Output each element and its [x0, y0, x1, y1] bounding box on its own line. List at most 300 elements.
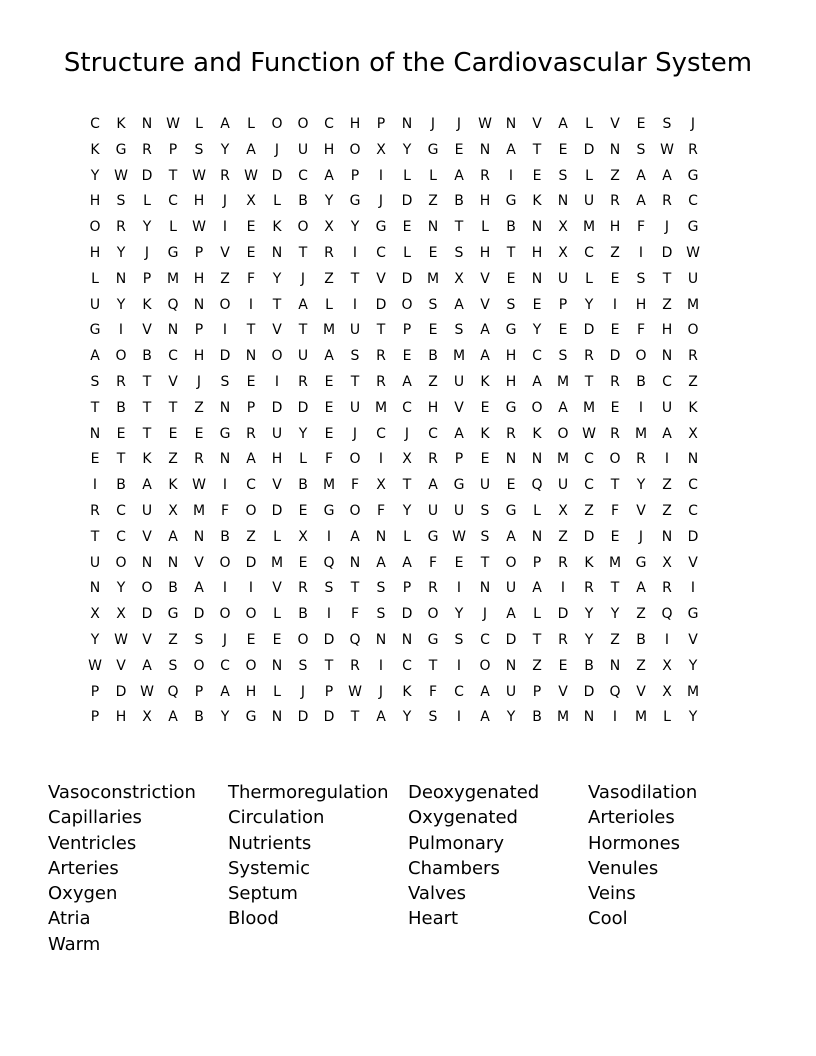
grid-letter: J — [378, 683, 384, 700]
grid-letter: B — [116, 399, 126, 416]
grid-letter: D — [583, 528, 595, 545]
grid-letter: V — [272, 580, 282, 597]
grid-letter: J — [222, 631, 228, 648]
grid-letter: O — [297, 631, 309, 648]
grid-letter: S — [168, 657, 178, 674]
grid-letter: Y — [142, 219, 152, 236]
grid-letter: L — [273, 528, 281, 545]
grid-row — [82, 344, 736, 370]
grid-letter: L — [169, 219, 177, 236]
grid-letter: T — [142, 373, 152, 390]
grid-letter: B — [142, 348, 152, 365]
grid-letter: A — [168, 709, 178, 726]
grid-letter: H — [479, 244, 491, 261]
grid-letter: I — [248, 296, 254, 313]
grid-letter: M — [322, 477, 336, 494]
grid-letter: N — [531, 270, 543, 287]
grid-letter: J — [690, 116, 696, 132]
grid-letter: Y — [688, 657, 698, 674]
grid-letter: K — [272, 219, 282, 236]
grid-letter: T — [610, 477, 620, 494]
grid-letter: I — [378, 167, 384, 184]
grid-letter: N — [401, 631, 413, 648]
grid-letter: L — [273, 606, 281, 623]
grid-letter: X — [454, 270, 464, 287]
grid-letter: M — [166, 270, 180, 287]
grid-letter: J — [456, 116, 462, 132]
grid-letter: T — [402, 477, 412, 494]
grid-letter: X — [298, 528, 308, 545]
grid-letter: L — [195, 116, 203, 132]
grid-row — [82, 602, 736, 628]
grid-letter: Z — [428, 373, 438, 390]
grid-letter: Q — [531, 477, 543, 494]
grid-letter: L — [247, 116, 255, 132]
grid-letter: A — [324, 348, 334, 365]
grid-letter: U — [427, 502, 439, 519]
grid-letter: L — [403, 244, 411, 261]
grid-letter: W — [348, 683, 362, 700]
grid-letter: J — [352, 425, 358, 442]
grid-letter: Z — [636, 606, 646, 623]
word-column — [48, 780, 228, 957]
grid-letter: N — [141, 554, 153, 571]
grid-letter: E — [610, 528, 620, 545]
grid-letter: X — [402, 451, 412, 468]
grid-letter: P — [90, 683, 100, 700]
grid-letter: C — [168, 193, 178, 210]
grid-letter: M — [686, 296, 700, 313]
grid-row — [82, 138, 736, 164]
grid-letter: E — [324, 425, 334, 442]
grid-row — [82, 318, 736, 344]
grid-letter: L — [273, 683, 281, 700]
grid-letter: L — [299, 451, 307, 468]
grid-letter: K — [142, 296, 152, 313]
grid-letter: E — [636, 116, 646, 132]
grid-letter: O — [479, 657, 491, 674]
grid-letter: P — [168, 141, 178, 158]
grid-letter: P — [324, 683, 334, 700]
grid-letter: W — [140, 683, 154, 700]
grid-letter: M — [322, 322, 336, 339]
grid-row — [82, 576, 736, 602]
grid-letter: J — [482, 606, 488, 623]
grid-letter: A — [194, 580, 204, 597]
word-list-item: Vasodilation — [588, 782, 698, 803]
grid-letter: N — [375, 631, 387, 648]
word-list-item: Blood — [228, 908, 279, 930]
grid-letter: S — [454, 244, 464, 261]
grid-letter: S — [636, 270, 646, 287]
grid-letter: K — [402, 683, 412, 700]
grid-letter: N — [505, 657, 517, 674]
grid-letter: Z — [324, 270, 334, 287]
grid-letter: E — [298, 502, 308, 519]
grid-letter: S — [376, 580, 386, 597]
grid-letter: Z — [662, 477, 672, 494]
grid-letter: M — [270, 554, 284, 571]
grid-letter: A — [506, 528, 516, 545]
grid-letter: N — [427, 219, 439, 236]
grid-letter: X — [116, 606, 126, 623]
grid-letter: H — [427, 399, 439, 416]
grid-letter: U — [505, 580, 517, 597]
grid-letter: E — [454, 141, 464, 158]
grid-letter: N — [245, 348, 257, 365]
grid-letter: I — [690, 580, 696, 597]
grid-letter: E — [324, 373, 334, 390]
grid-letter: P — [194, 244, 204, 261]
grid-letter: E — [272, 631, 282, 648]
grid-letter: C — [324, 116, 334, 132]
grid-letter: W — [114, 167, 128, 184]
grid-letter: X — [688, 425, 698, 442]
grid-letter: Y — [350, 219, 360, 236]
grid-letter: V — [636, 683, 646, 700]
grid-letter: J — [378, 193, 384, 210]
grid-letter: V — [142, 631, 152, 648]
grid-letter: E — [558, 657, 568, 674]
grid-letter: M — [426, 270, 440, 287]
grid-letter: H — [323, 141, 335, 158]
grid-letter: Y — [116, 244, 126, 261]
grid-letter: A — [220, 116, 230, 132]
grid-letter: P — [454, 451, 464, 468]
grid-letter: G — [453, 477, 465, 494]
grid-row — [82, 499, 736, 525]
grid-letter: Y — [688, 709, 698, 726]
word-list-item: Nutrients — [228, 832, 312, 854]
grid-letter: U — [141, 502, 153, 519]
grid-letter: L — [585, 270, 593, 287]
grid-letter: Z — [636, 657, 646, 674]
grid-letter: R — [636, 451, 646, 468]
grid-letter: H — [635, 296, 647, 313]
grid-letter: M — [634, 709, 648, 726]
grid-letter: D — [245, 554, 257, 571]
grid-letter: T — [610, 580, 620, 597]
grid-letter: W — [582, 425, 596, 442]
grid-letter: I — [92, 477, 98, 494]
grid-row — [82, 370, 736, 396]
grid-letter: I — [378, 657, 384, 674]
grid-letter: V — [142, 528, 152, 545]
grid-letter: T — [324, 657, 334, 674]
grid-letter: T — [350, 709, 360, 726]
grid-letter: O — [115, 554, 127, 571]
grid-letter: W — [244, 167, 258, 184]
grid-letter: R — [220, 167, 230, 184]
grid-letter: L — [273, 193, 281, 210]
grid-letter: G — [427, 141, 439, 158]
grid-letter: O — [349, 141, 361, 158]
grid-letter: T — [142, 399, 152, 416]
grid-letter: P — [350, 167, 360, 184]
grid-letter: T — [454, 219, 464, 236]
grid-letter: C — [402, 399, 412, 416]
grid-letter: E — [402, 348, 412, 365]
grid-letter: Y — [584, 606, 594, 623]
grid-letter: D — [583, 141, 595, 158]
grid-letter: Y — [506, 709, 516, 726]
grid-letter: N — [479, 141, 491, 158]
grid-letter: Z — [610, 167, 620, 184]
grid-letter: Y — [90, 631, 100, 648]
grid-letter: E — [558, 141, 568, 158]
grid-row — [82, 241, 736, 267]
grid-letter: U — [557, 477, 569, 494]
grid-letter: V — [480, 296, 490, 313]
word-list-item: Chambers — [408, 857, 500, 879]
grid-letter: O — [271, 348, 283, 365]
grid-letter: E — [428, 322, 438, 339]
grid-letter: M — [634, 425, 648, 442]
grid-letter: B — [298, 193, 308, 210]
grid-letter: I — [456, 657, 462, 674]
grid-letter: T — [428, 657, 438, 674]
grid-letter: N — [531, 219, 543, 236]
grid-letter: T — [246, 322, 256, 339]
grid-letter: E — [194, 425, 204, 442]
grid-letter: Z — [558, 528, 568, 545]
page-title: Structure and Function of the Cardiovascular System — [63, 48, 753, 78]
grid-letter: H — [271, 451, 283, 468]
grid-letter: P — [194, 683, 204, 700]
grid-letter: O — [635, 348, 647, 365]
grid-letter: T — [142, 425, 152, 442]
word-column — [228, 780, 408, 957]
grid-letter: U — [89, 296, 101, 313]
grid-letter: Y — [220, 141, 230, 158]
grid-letter: R — [298, 580, 308, 597]
grid-row — [82, 164, 736, 190]
grid-letter: Y — [636, 477, 646, 494]
grid-letter: O — [89, 219, 101, 236]
grid-letter: R — [506, 425, 516, 442]
grid-letter: T — [532, 631, 542, 648]
grid-row — [82, 551, 736, 577]
grid-letter: X — [246, 193, 256, 210]
grid-letter: D — [323, 709, 335, 726]
grid-letter: N — [505, 451, 517, 468]
grid-letter: A — [480, 709, 490, 726]
grid-letter: R — [584, 348, 594, 365]
grid-letter: X — [90, 606, 100, 623]
grid-letter: Q — [661, 606, 673, 623]
grid-letter: E — [480, 451, 490, 468]
grid-letter: C — [584, 451, 594, 468]
grid-letter: W — [166, 116, 180, 132]
grid-letter: Q — [323, 554, 335, 571]
grid-letter: S — [454, 322, 464, 339]
grid-letter: O — [297, 219, 309, 236]
grid-letter: C — [480, 631, 490, 648]
grid-letter: J — [638, 528, 644, 545]
grid-letter: V — [610, 116, 620, 132]
grid-letter: D — [271, 167, 283, 184]
grid-letter: E — [116, 425, 126, 442]
grid-letter: A — [480, 322, 490, 339]
grid-letter: R — [688, 348, 698, 365]
grid-letter: E — [90, 451, 100, 468]
grid-row — [82, 447, 736, 473]
grid-letter: T — [350, 373, 360, 390]
grid-letter: V — [272, 477, 282, 494]
grid-letter: I — [560, 580, 566, 597]
grid-letter: E — [506, 477, 516, 494]
grid-letter: I — [222, 219, 228, 236]
grid-letter: S — [454, 631, 464, 648]
grid-letter: E — [246, 219, 256, 236]
grid-letter: M — [582, 399, 596, 416]
grid-letter: R — [662, 193, 672, 210]
grid-letter: H — [245, 683, 257, 700]
grid-letter: N — [219, 399, 231, 416]
grid-letter: L — [533, 606, 541, 623]
word-list-item: Pulmonary — [408, 832, 504, 854]
grid-letter: X — [558, 219, 568, 236]
grid-letter: I — [456, 709, 462, 726]
grid-row — [82, 215, 736, 241]
grid-letter: P — [376, 116, 386, 132]
grid-letter: V — [480, 270, 490, 287]
grid-letter: R — [558, 631, 568, 648]
grid-letter: Y — [220, 709, 230, 726]
grid-letter: A — [454, 425, 464, 442]
grid-letter: A — [506, 141, 516, 158]
grid-letter: A — [402, 373, 412, 390]
grid-letter: Y — [584, 631, 594, 648]
grid-letter: C — [688, 193, 698, 210]
grid-letter: F — [636, 219, 646, 236]
grid-letter: A — [168, 528, 178, 545]
grid-letter: R — [142, 141, 152, 158]
grid-letter: A — [298, 296, 308, 313]
grid-letter: R — [610, 425, 620, 442]
grid-letter: Q — [167, 683, 179, 700]
grid-row — [82, 473, 736, 499]
grid-letter: E — [246, 244, 256, 261]
grid-letter: C — [116, 502, 126, 519]
grid-letter: L — [585, 167, 593, 184]
grid-letter: R — [428, 451, 438, 468]
grid-letter: G — [635, 554, 647, 571]
grid-letter: C — [584, 244, 594, 261]
word-list-item: Septum — [228, 883, 298, 905]
word-list-item: Heart — [408, 908, 459, 930]
grid-letter: Q — [167, 296, 179, 313]
grid-letter: A — [402, 554, 412, 571]
grid-letter: K — [168, 477, 178, 494]
grid-letter: K — [116, 116, 126, 132]
grid-letter: N — [531, 528, 543, 545]
grid-letter: N — [271, 244, 283, 261]
grid-letter: V — [558, 683, 568, 700]
grid-letter: S — [220, 373, 230, 390]
grid-letter: M — [582, 219, 596, 236]
grid-letter: D — [375, 296, 387, 313]
grid-letter: B — [194, 709, 204, 726]
grid-letter: C — [662, 373, 672, 390]
grid-letter: U — [453, 502, 465, 519]
grid-letter: W — [192, 167, 206, 184]
grid-letter: O — [115, 348, 127, 365]
grid-letter: A — [142, 477, 152, 494]
grid-letter: N — [349, 554, 361, 571]
grid-letter: S — [428, 296, 438, 313]
grid-letter: W — [686, 244, 700, 261]
grid-letter: N — [505, 116, 517, 132]
grid-letter: E — [532, 167, 542, 184]
grid-letter: T — [298, 244, 308, 261]
grid-letter: M — [686, 683, 700, 700]
grid-letter: M — [556, 373, 570, 390]
grid-letter: D — [141, 167, 153, 184]
grid-letter: V — [168, 373, 178, 390]
grid-letter: R — [246, 425, 256, 442]
grid-letter: E — [454, 554, 464, 571]
grid-letter: N — [271, 657, 283, 674]
grid-letter: R — [324, 244, 334, 261]
word-list-item: Vasoconstriction — [48, 782, 196, 803]
grid-letter: G — [505, 193, 517, 210]
grid-letter: I — [612, 296, 618, 313]
grid-letter: F — [610, 502, 620, 519]
grid-letter: A — [636, 167, 646, 184]
grid-letter: H — [193, 193, 205, 210]
grid-letter: H — [89, 193, 101, 210]
grid-letter: G — [323, 502, 335, 519]
grid-letter: P — [532, 683, 542, 700]
word-list-item: Veins — [588, 883, 636, 905]
grid-letter: I — [222, 477, 228, 494]
grid-letter: G — [505, 399, 517, 416]
grid-letter: A — [376, 709, 386, 726]
grid-letter: N — [193, 296, 205, 313]
grid-letter: W — [660, 141, 674, 158]
grid-letter: S — [636, 141, 646, 158]
grid-letter: E — [246, 631, 256, 648]
grid-letter: H — [531, 244, 543, 261]
grid-letter: V — [532, 116, 542, 132]
word-list-item: Oxygen — [48, 883, 118, 905]
grid-letter: C — [454, 683, 464, 700]
grid-letter: C — [584, 477, 594, 494]
grid-letter: U — [661, 399, 673, 416]
grid-letter: X — [324, 219, 334, 236]
grid-letter: Y — [402, 502, 412, 519]
grid-letter: E — [324, 399, 334, 416]
grid-letter: A — [220, 683, 230, 700]
grid-letter: Y — [402, 141, 412, 158]
grid-letter: K — [688, 399, 698, 416]
grid-letter: A — [428, 477, 438, 494]
grid-letter: V — [376, 270, 386, 287]
grid-letter: R — [480, 167, 490, 184]
grid-letter: D — [505, 631, 517, 648]
grid-letter: N — [609, 141, 621, 158]
grid-letter: G — [245, 709, 257, 726]
grid-row — [82, 525, 736, 551]
grid-letter: M — [192, 502, 206, 519]
grid-letter: X — [662, 683, 672, 700]
grid-letter: A — [480, 348, 490, 365]
grid-letter: H — [505, 348, 517, 365]
grid-letter: I — [118, 322, 124, 339]
grid-letter: R — [350, 657, 360, 674]
grid-letter: O — [427, 606, 439, 623]
